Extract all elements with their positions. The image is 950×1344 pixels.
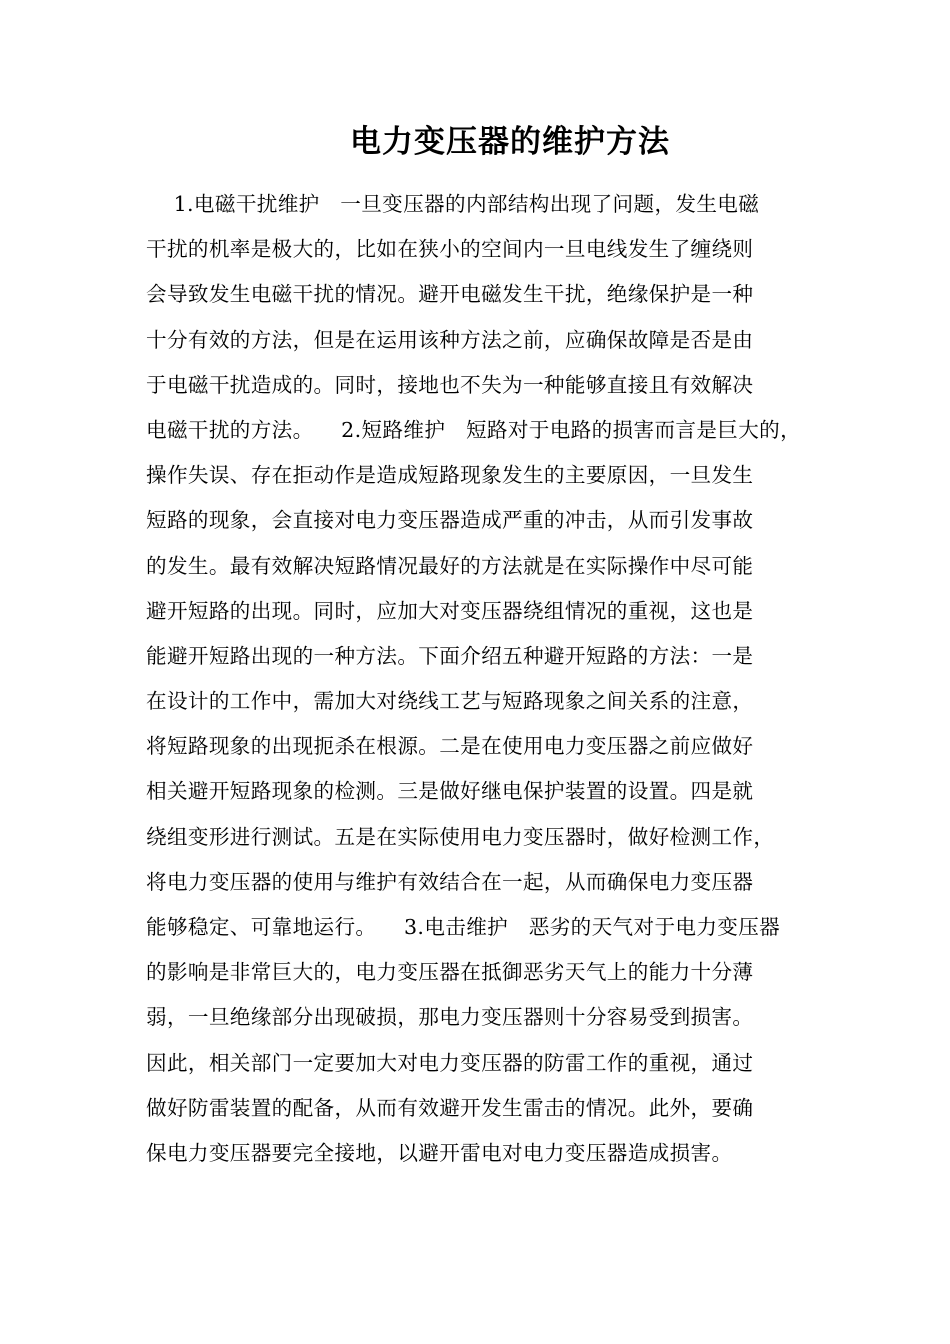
text-line: 绕组变形进行测试。五是在实际使用电力变压器时，做好检测工作， <box>146 824 775 849</box>
text-line: 因此，相关部门一定要加大对电力变压器的防雷工作的重视，通过 <box>146 1050 754 1075</box>
document-body <box>146 182 820 1176</box>
text-line: 能避开短路出现的一种方法。下面介绍五种避开短路的方法：一是 <box>146 643 754 668</box>
text-line: 干扰的机率是极大的，比如在狭小的空间内一旦电线发生了缠绕则 <box>146 237 754 262</box>
text-line: 相关避开短路现象的检测。三是做好继电保护装置的设置。四是就 <box>146 779 754 804</box>
text-line: 的影响是非常巨大的，电力变压器在抵御恶劣天气上的能力十分薄 <box>146 960 754 985</box>
text-line: 的发生。最有效解决短路情况最好的方法就是在实际操作中尽可能 <box>146 553 754 578</box>
text-line: 保电力变压器要完全接地，以避开雷电对电力变压器造成损害。 <box>146 1140 733 1165</box>
text-line: 能够稳定、可靠地运行。 3.电击维护 恶劣的天气对于电力变压器 <box>146 915 781 939</box>
text-line: 将电力变压器的使用与维护有效结合在一起，从而确保电力变压器 <box>146 869 754 894</box>
text-line: 于电磁干扰造成的。同时，接地也不失为一种能够直接且有效解决 <box>146 372 754 397</box>
text-line: 弱，一旦绝缘部分出现破损，那电力变压器则十分容易受到损害。 <box>146 1005 754 1030</box>
text-line: 会导致发生电磁干扰的情况。避开电磁发生干扰，绝缘保护是一种 <box>146 282 754 307</box>
text-line: 1.电磁干扰维护 一旦变压器的内部结构出现了问题，发生电磁 <box>146 192 760 216</box>
document-title: 电力变压器的维护方法 <box>350 124 670 160</box>
text-line: 将短路现象的出现扼杀在根源。二是在使用电力变压器之前应做好 <box>146 734 754 759</box>
text-line: 做好防雷装置的配备，从而有效避开发生雷击的情况。此外，要确 <box>146 1095 754 1120</box>
text-line: 避开短路的出现。同时，应加大对变压器绕组情况的重视，这也是 <box>146 598 754 623</box>
text-line: 在设计的工作中，需加大对绕线工艺与短路现象之间关系的注意， <box>146 689 754 714</box>
text-line: 电磁干扰的方法。 2.短路维护 短路对于电路的损害而言是巨大的， <box>146 417 802 442</box>
text-line: 十分有效的方法，但是在运用该种方法之前，应确保故障是否是由 <box>146 327 754 352</box>
text-line: 操作失误、存在拒动作是造成短路现象发生的主要原因，一旦发生 <box>146 463 754 488</box>
text-line: 短路的现象，会直接对电力变压器造成严重的冲击，从而引发事故 <box>146 508 754 533</box>
